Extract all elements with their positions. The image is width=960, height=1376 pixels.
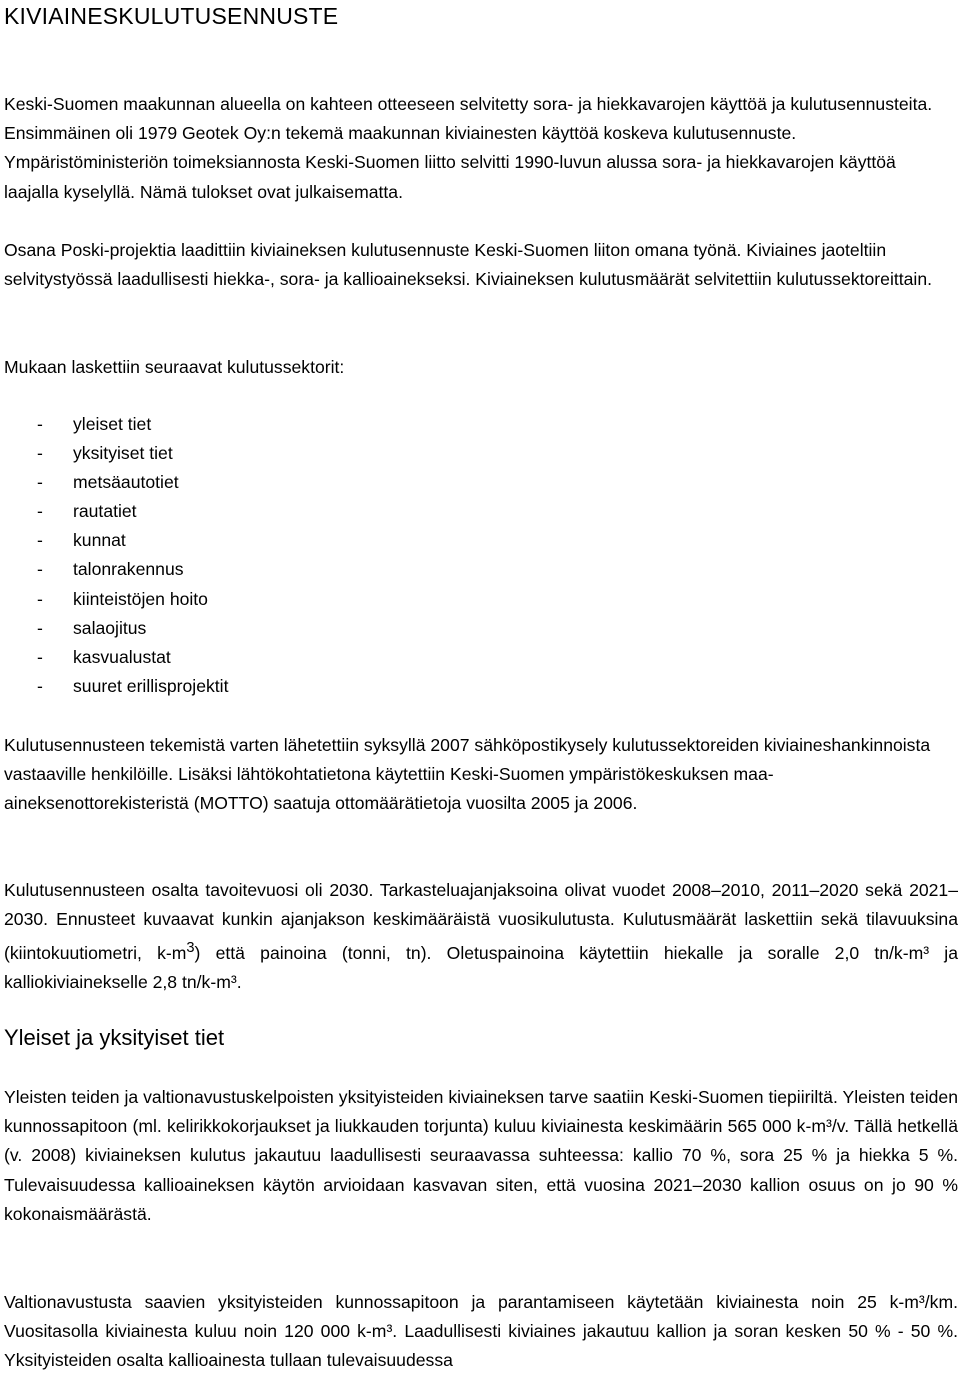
list-item-label: yleiset tiet	[73, 414, 152, 434]
list-item-label: rautatiet	[73, 501, 137, 522]
list-item-label: talonrakennus	[73, 559, 184, 580]
list-item-label: metsäautotiet	[73, 472, 179, 493]
list-item	[4, 410, 228, 439]
list-item	[4, 526, 228, 555]
list-marker: -	[37, 414, 43, 434]
survey-paragraph: Kulutusennusteen tekemistä varten lähetettiin syksyllä 2007 sähköpostikysely kulutussektoreiden kiviaineshankinnoista vastaaville henkilöille. Lisäksi lähtökohtatietona käytettiin Keski-Suomen ympäristökeskuksen maa-aineksenottorekisteristä (MOTTO) saatuja ottomäärätietoja vuosilta 2005 ja 2006.	[4, 735, 931, 814]
list-item-label: kunnat	[73, 530, 126, 551]
superscript-3: 3	[186, 940, 195, 957]
list-marker: -	[37, 501, 43, 522]
list-item	[4, 643, 228, 672]
document-page	[4, 0, 958, 1371]
list-item-label: yksityiset tiet	[73, 443, 173, 464]
list-item	[4, 497, 228, 526]
sectors-intro-paragraph: Mukaan laskettiin seuraavat kulutussektorit:	[4, 357, 345, 377]
list-marker: -	[37, 472, 43, 493]
public-roads-paragraph: Yleisten teiden ja valtionavustuskelpoisten yksityisteiden kiviaineksen tarve saatiin Keski-Suomen tiepiiriltä. Yleisten teiden kunnossapitoon (ml. kelirikkokorjaukset ja liukkauden torjunta) kuluu kiviainesta keskimäärin 565 000 k-m³/v. Tällä hetkellä (v. 2008) kiviaineksen kulutus jakautuu laadullisesti seuraavassa suhteessa: kallio 70 %, sora 25 % ja hiekka 5 %. Tulevaisuudessa kallioaineksen käytön arvioidaan kasvavan siten, että vuosina 2021–2030 kallion osuus on jo 90 % kokonaismäärästä.	[4, 1087, 958, 1224]
intro-paragraph: Keski-Suomen maakunnan alueella on kahteen otteeseen selvitetty sora- ja hiekkavarojen käyttöä ja kulutusennusteita. Ensimmäinen oli 1979 Geotek Oy:n tekemä maakunnan kiviainesten käyttöä koskeva kulutusennuste. Ympäristöministeriön toimeksiannosta Keski-Suomen liitto selvitti 1990-luvun alussa sora- ja hiekkavarojen käyttöä laajalla kyselyllä. Nämä tulokset ovat julkaisematta.	[4, 94, 933, 202]
list-item	[4, 439, 228, 468]
section-heading: Yleiset ja yksityiset tiet	[4, 1025, 225, 1050]
list-item-label: salaojitus	[73, 617, 147, 638]
forecast-period-paragraph	[4, 876, 958, 998]
list-item	[4, 555, 228, 584]
list-item	[4, 672, 228, 701]
list-item-label: kiinteistöjen hoito	[73, 588, 208, 609]
list-item-label: kasvualustat	[73, 646, 171, 667]
list-item-label: suuret erillisprojektit	[73, 675, 229, 696]
private-roads-paragraph: Valtionavustusta saavien yksityisteiden kunnossapitoon ja parantamiseen käytetään kiviainesta noin 25 k-m³/km. Vuositasolla kiviainesta kuluu noin 120 000 k-m³. Laadullisesti kiviaines jakautuu kallion ja soran kesken 50 % - 50 %. Yksityisteiden osalta kallioainesta tullaan tulevaisuudessa	[4, 1292, 958, 1371]
document-title: KIVIAINESKULUTUSENNUSTE	[4, 3, 339, 29]
forecast-period-text-b: ) että painoina (tonni, tn). Oletuspainoina käytettiin hiekalle ja soralle 2,0 tn/k-m³ ja kalliokiviainekselle 2,8 tn/k-m³.	[4, 943, 958, 993]
list-marker: -	[37, 443, 43, 464]
list-item	[4, 468, 228, 497]
sector-list	[4, 410, 228, 701]
list-marker: -	[37, 617, 43, 638]
list-marker: -	[37, 646, 43, 667]
list-item	[4, 614, 228, 643]
list-marker: -	[37, 675, 43, 696]
list-marker: -	[37, 530, 43, 551]
list-marker: -	[37, 559, 43, 580]
project-paragraph: Osana Poski-projektia laadittiin kiviaineksen kulutusennuste Keski-Suomen liiton omana työnä. Kiviaines jaoteltiin selvitystyössä laadullisesti hiekka-, sora- ja kallioainekseksi. Kiviaineksen kulutusmäärät selvitettiin kulutussektoreittain.	[4, 240, 932, 290]
forecast-period-text-a: Kulutusennusteen osalta tavoitevuosi oli 2030. Tarkasteluajanjaksoina olivat vuodet 2008–2010, 2011–2020 sekä 2021–2030. Ennusteet kuvaavat kunkin ajanjakson keskimääräistä vuosikulutusta. Kulutusmäärät laskettiin sekä tilavuuksina (kiintokuutiometri, k-m	[4, 880, 958, 964]
list-item	[4, 585, 228, 614]
list-marker: -	[37, 588, 43, 609]
